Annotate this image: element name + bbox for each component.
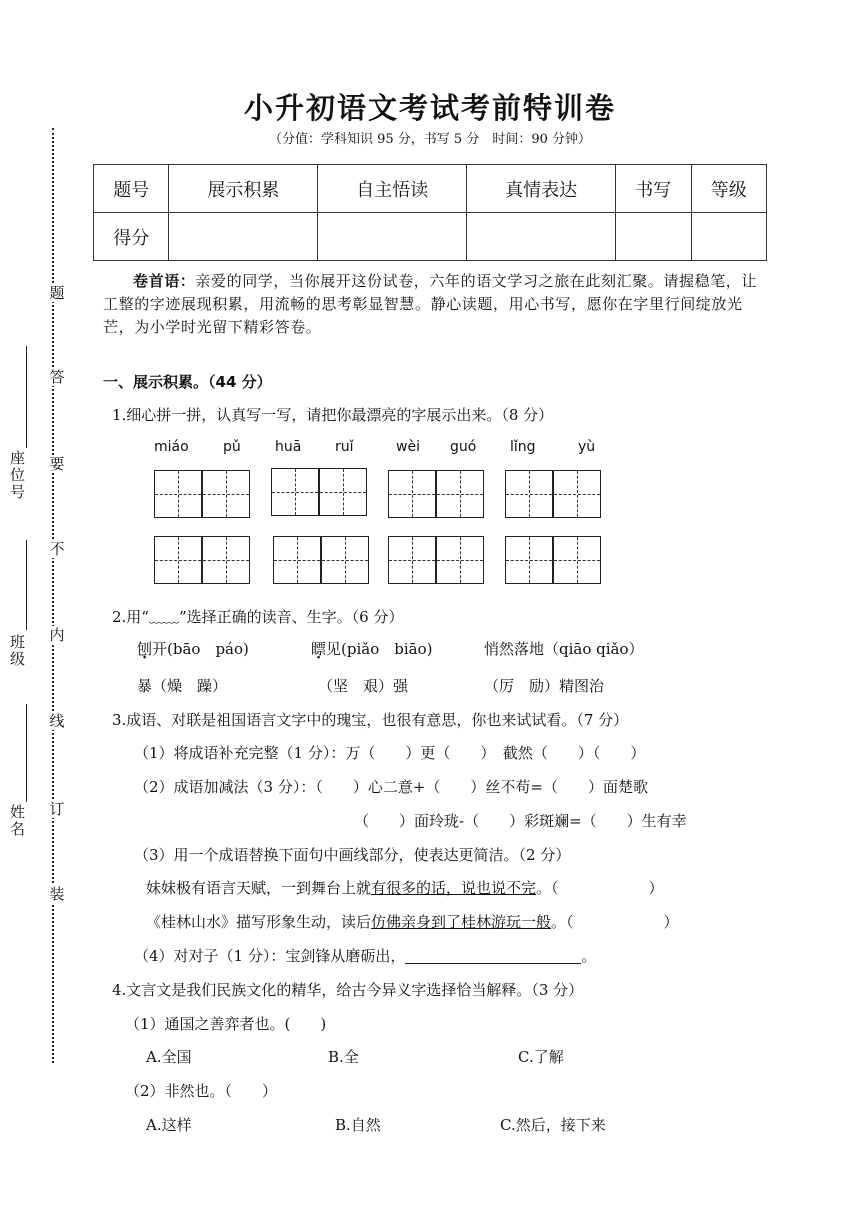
- writing-box[interactable]: [154, 536, 202, 584]
- binding-char: 不: [49, 540, 65, 558]
- binding-char: 要: [49, 455, 65, 473]
- binding-char: 订: [49, 800, 65, 818]
- binding-char: 题: [49, 284, 65, 302]
- q2-item-e: （坚 艰）强: [318, 677, 409, 695]
- score-cell[interactable]: [691, 213, 766, 261]
- q4-sub2: （2）非然也。（ ）: [125, 1082, 278, 1100]
- score-row-label: 得分: [94, 213, 169, 261]
- q4-prompt: 4.文言文是我们民族文化的精华，给古今异义字选择恰当解释。（3 分）: [112, 981, 584, 999]
- q2-item-a-rest: 开(bāo páo): [152, 640, 249, 658]
- pinyin: ruǐ: [335, 439, 354, 455]
- page-title: 小升初语文考试考前特训卷: [243, 91, 616, 125]
- writing-box[interactable]: [319, 468, 367, 516]
- q3-sub2a: （2）成语加减法（3 分）：（ ）心二意+（ ）丝不苟=（ ）面楚歌: [134, 778, 648, 796]
- score-header-cell: 等级: [691, 165, 766, 213]
- q2-item-c-rest: 然落地（qiāo qiǎo）: [499, 640, 644, 658]
- q3-sub3-sentence-b: [146, 911, 679, 932]
- intro-paragraph: [103, 270, 763, 339]
- couplet-answer-line[interactable]: [405, 947, 581, 964]
- underlined-phrase: 有很多的话，说也说不完: [371, 879, 537, 897]
- q4-sub1-option[interactable]: C.了解: [518, 1048, 564, 1066]
- pinyin: pǔ: [223, 439, 241, 455]
- score-cell[interactable]: [616, 213, 691, 261]
- binding-char: 装: [49, 885, 65, 903]
- score-cell[interactable]: [467, 213, 616, 261]
- writing-box[interactable]: [388, 470, 436, 518]
- pinyin: yù: [578, 439, 596, 455]
- score-table-header-row: [94, 165, 767, 213]
- seat-number-label: 座位号: [10, 449, 26, 501]
- q4-sub1: （1）通国之善弈者也。( ): [125, 1015, 327, 1033]
- binding-char: 线: [49, 712, 65, 730]
- name-field[interactable]: [10, 704, 32, 854]
- answer-blank[interactable]: 。（ ）: [551, 913, 679, 931]
- q4-sub1-option[interactable]: B.全: [328, 1048, 359, 1066]
- writing-box[interactable]: [202, 470, 250, 518]
- name-line: [26, 704, 27, 802]
- class-line: [26, 540, 27, 630]
- q3-sub4: [134, 945, 596, 966]
- class-label: 班级: [10, 633, 26, 668]
- binding-dotted-line: [52, 128, 54, 1063]
- q1-prompt: 1.细心拼一拼，认真写一写，请把你最漂亮的字展示出来。（8 分）: [112, 406, 554, 424]
- couplet-text: （4）对对子（1 分）：宝剑锋从磨砺出，: [134, 947, 406, 965]
- q2-item-d: 暴（燥 躁）: [137, 677, 228, 695]
- q4-sub1-option[interactable]: A.全国: [146, 1048, 192, 1066]
- underlined-phrase: 仿佛亲身到了桂林游玩一般: [371, 913, 552, 931]
- score-header-cell: 自主悟读: [318, 165, 467, 213]
- name-label: 姓名: [10, 803, 26, 838]
- intro-label: 卷首语：: [133, 272, 196, 290]
- score-header-cell: 题号: [94, 165, 169, 213]
- q4-sub2-option[interactable]: A.这样: [146, 1116, 192, 1134]
- score-cell[interactable]: [169, 213, 318, 261]
- q2-prompt: 2.用“﹏﹏”选择正确的读音、生字。（6 分）: [112, 608, 404, 626]
- couplet-end: 。: [581, 947, 597, 965]
- sentence-text: 《桂林山水》描写形象生动，读后: [146, 913, 372, 931]
- intro-text: 亲爱的同学，当你展开这份试卷，六年的语文学习之旅在此刻汇聚。请握稳笔，让工整的字迹展现积累，用流畅的思考彰显智慧。静心读题，用心书写，愿你在字里行间绽放光芒，为小学时光留下精彩答卷。: [103, 272, 758, 336]
- writing-box[interactable]: [273, 536, 321, 584]
- q2-item-b-rest: 见(piǎo biāo): [326, 640, 433, 658]
- page-subtitle: （分值：学科知识 95 分，书写 5 分 时间：90 分钟）: [268, 132, 592, 147]
- seat-number-line: [26, 346, 27, 448]
- sentence-text: 妹妹极有语言天赋，一到舞台上就: [146, 879, 372, 897]
- q2-item-c: [484, 638, 644, 659]
- writing-box[interactable]: [436, 470, 484, 518]
- score-header-cell: 真情表达: [467, 165, 616, 213]
- pinyin: wèi: [396, 439, 420, 455]
- q4-sub2-option[interactable]: B.自然: [335, 1116, 381, 1134]
- writing-box[interactable]: [505, 536, 553, 584]
- writing-box[interactable]: [321, 536, 369, 584]
- dotted-char: 瞟: [311, 640, 327, 658]
- writing-box[interactable]: [553, 536, 601, 584]
- q2-item-a: [137, 638, 249, 659]
- class-field[interactable]: [10, 540, 32, 700]
- writing-box[interactable]: [553, 470, 601, 518]
- q2-item-c-pre: 悄: [484, 640, 500, 658]
- section-heading: 一、展示积累。（44 分）: [103, 373, 272, 391]
- binding-char: 内: [49, 626, 65, 644]
- binding-char: 答: [49, 368, 65, 386]
- q2-item-b: [311, 638, 432, 659]
- q3-sub3-sentence-a: [146, 877, 664, 898]
- seat-number-field[interactable]: [10, 346, 32, 526]
- answer-blank[interactable]: 。（ ）: [536, 879, 664, 897]
- q3-sub3: （3）用一个成语替换下面句中画线部分，使表达更简洁。（2 分）: [134, 846, 571, 864]
- q3-sub2b: （ ）面玲珑-（ ）彩斑斓=（ ）生有幸: [354, 812, 687, 830]
- q3-sub1: （1）将成语补充完整（1 分）：万（ ）更（ ） 截然（ ）（ ）: [134, 744, 646, 762]
- writing-box[interactable]: [154, 470, 202, 518]
- writing-box[interactable]: [271, 468, 319, 516]
- writing-box[interactable]: [388, 536, 436, 584]
- pinyin: guó: [450, 439, 477, 455]
- score-table: [93, 164, 767, 261]
- pinyin: lǐng: [510, 439, 536, 455]
- q4-sub2-option[interactable]: C.然后，接下来: [500, 1116, 606, 1134]
- q3-prompt: 3.成语、对联是祖国语言文字中的瑰宝，也很有意思，你也来试试看。（7 分）: [112, 711, 629, 729]
- q2-item-f: （厉 励）精图治: [484, 677, 605, 695]
- pinyin: huā: [275, 439, 302, 455]
- dotted-char: 刨: [137, 640, 153, 658]
- writing-box[interactable]: [505, 470, 553, 518]
- score-cell[interactable]: [318, 213, 467, 261]
- writing-box[interactable]: [436, 536, 484, 584]
- pinyin: miáo: [154, 439, 189, 455]
- writing-box[interactable]: [202, 536, 250, 584]
- score-table-score-row: [94, 213, 767, 261]
- score-header-cell: 展示积累: [169, 165, 318, 213]
- score-header-cell: 书写: [616, 165, 691, 213]
